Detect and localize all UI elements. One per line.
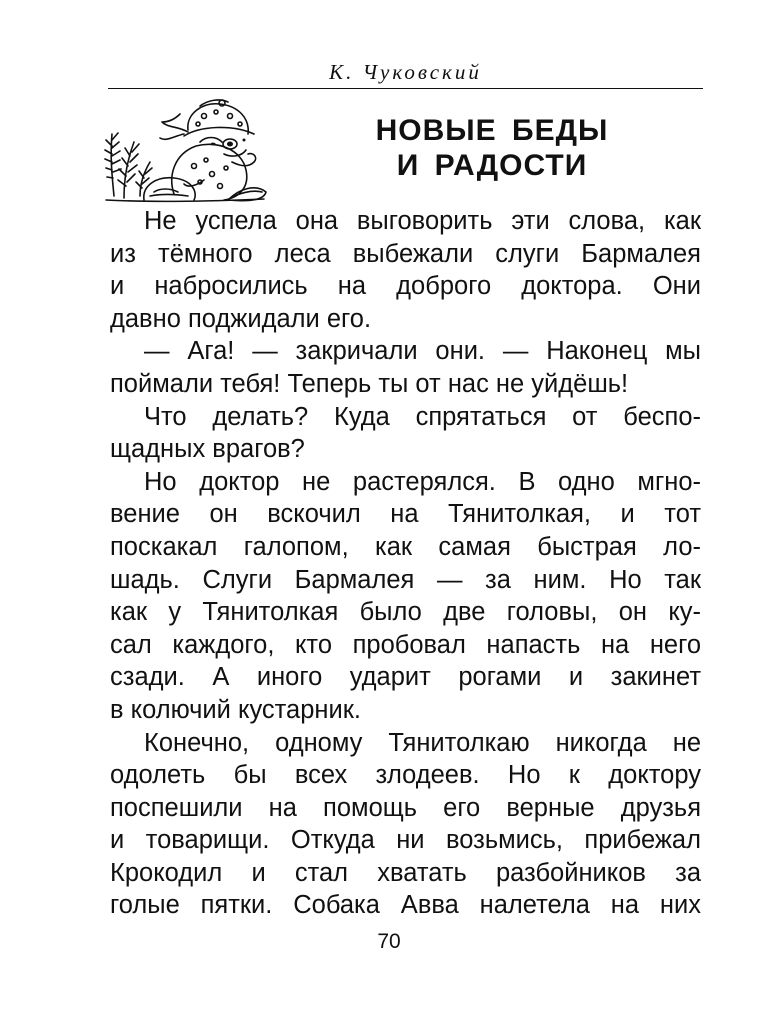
paragraph xyxy=(110,401,701,466)
text-line: и набросились на доброго доктора. Они xyxy=(110,272,701,301)
text-line: голые пятки. Собака Авва налетела на них xyxy=(110,891,701,920)
text-line: Крокодил и стал хватать разбойников за xyxy=(110,858,701,887)
text-line: поспешили на помощь его верные друзья xyxy=(110,793,701,822)
text-line: вение он вскочил на Тянитолкая, и тот xyxy=(110,500,701,529)
chapter-title-line: И РАДОСТИ xyxy=(396,149,588,182)
text-line: в колючий кустарник. xyxy=(110,695,361,724)
chapter-title xyxy=(282,113,702,183)
text-line: одолеть бы всех злодеев. Но к доктору xyxy=(110,761,701,790)
text-line: сзади. А иного ударит рогами и закинет xyxy=(110,663,701,692)
text-line: и товарищи. Откуда ни возьмись, прибежал xyxy=(110,826,701,855)
header-rule xyxy=(108,88,703,89)
text-line: поймали тебя! Теперь ты от нас не уйдёшь! xyxy=(110,369,629,398)
running-head-author: К. Чуковский xyxy=(329,60,482,84)
paragraph xyxy=(110,466,701,727)
text-line: поскакал галопом, как самая быстрая ло- xyxy=(110,532,701,561)
text-line: Что делать? Куда спрятаться от беспо- xyxy=(144,402,701,431)
text-line: как у Тянитолкая было две головы, он ку- xyxy=(110,598,701,627)
chapter-illustration xyxy=(104,96,272,206)
text-line: сал каждого, кто пробовал напасть на него xyxy=(110,630,701,659)
text-line: шадь. Слуги Бармалея — за ним. Но так xyxy=(110,565,701,594)
paragraph xyxy=(110,205,701,335)
paragraph xyxy=(110,727,701,923)
text-line: давно поджидали его. xyxy=(110,304,372,333)
text-line: Не успела она выговорить эти слова, как xyxy=(144,207,701,235)
page-number: 70 xyxy=(377,930,401,953)
text-line: Конечно, одному Тянитолкаю никогда не xyxy=(144,728,701,757)
text-line: — Ага! — закричали они. — Наконец мы xyxy=(144,337,701,366)
text-line: щадных врагов? xyxy=(110,435,305,464)
text-line: Но доктор не растерялся. В одно мгно- xyxy=(144,467,701,496)
body-text xyxy=(110,205,701,922)
chapter-title-line: НОВЫЕ БЕДЫ xyxy=(375,114,609,147)
paragraph xyxy=(110,335,701,400)
text-line: из тёмного леса выбежали слуги Бармалея xyxy=(110,239,701,268)
